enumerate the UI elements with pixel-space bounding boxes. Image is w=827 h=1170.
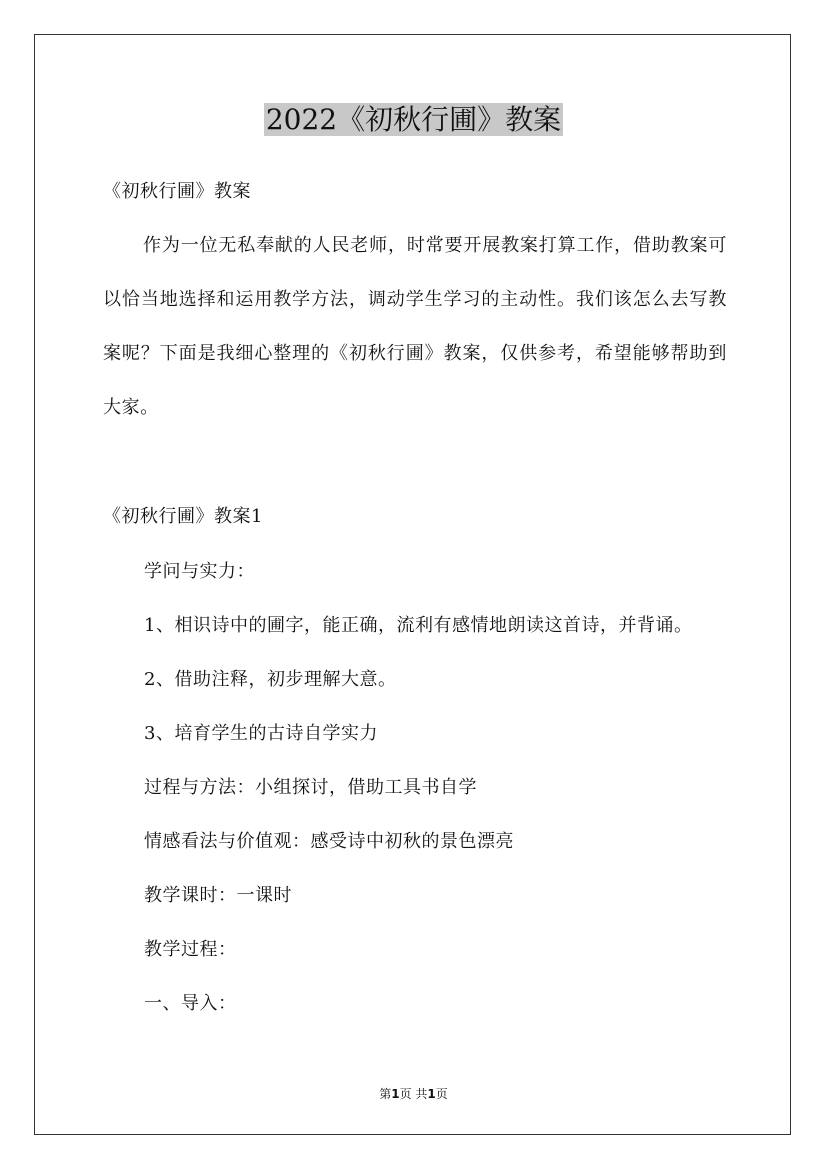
footer-page-total: 1 (427, 1087, 436, 1101)
footer-suffix: 页 (435, 1087, 448, 1101)
list-item: 学问与实力： (144, 561, 255, 582)
list-item: 3、培育学生的古诗自学实力 (144, 723, 378, 744)
footer-page-number: 1 (391, 1087, 400, 1101)
subtitle: 《初秋行圃》教案 (103, 181, 251, 202)
list-item: 情感看法与价值观：感受诗中初秋的景色漂亮 (144, 831, 514, 852)
list-item: 过程与方法：小组探讨，借助工具书自学 (144, 777, 477, 798)
document-title-wrap (0, 100, 827, 140)
list-item: 1、相识诗中的圃字，能正确，流利有感情地朗读这首诗，并背诵。 (144, 615, 693, 636)
footer-mid: 页 共 (399, 1087, 428, 1101)
document-title: 2022《初秋行圃》教案 (265, 103, 562, 136)
list-item: 2、借助注释，初步理解大意。 (144, 669, 397, 690)
list-item: 一、导入： (144, 993, 237, 1014)
footer-prefix: 第 (379, 1087, 392, 1101)
list-item: 教学课时：一课时 (144, 885, 292, 906)
intro-paragraph (103, 219, 727, 435)
page-footer (0, 1085, 827, 1102)
section1-title: 《初秋行圃》教案1 (103, 506, 263, 527)
intro-text: 作为一位无私奉献的人民老师，时常要开展教案打算工作，借助教案可以恰当地选择和运用教学方法，调动学生学习的主动性。我们该怎么去写教案呢？下面是我细心整理的《初秋行圃》教案，仅供参考，希望能够帮助到大家。 (103, 235, 727, 418)
list-item: 教学过程： (144, 939, 237, 960)
